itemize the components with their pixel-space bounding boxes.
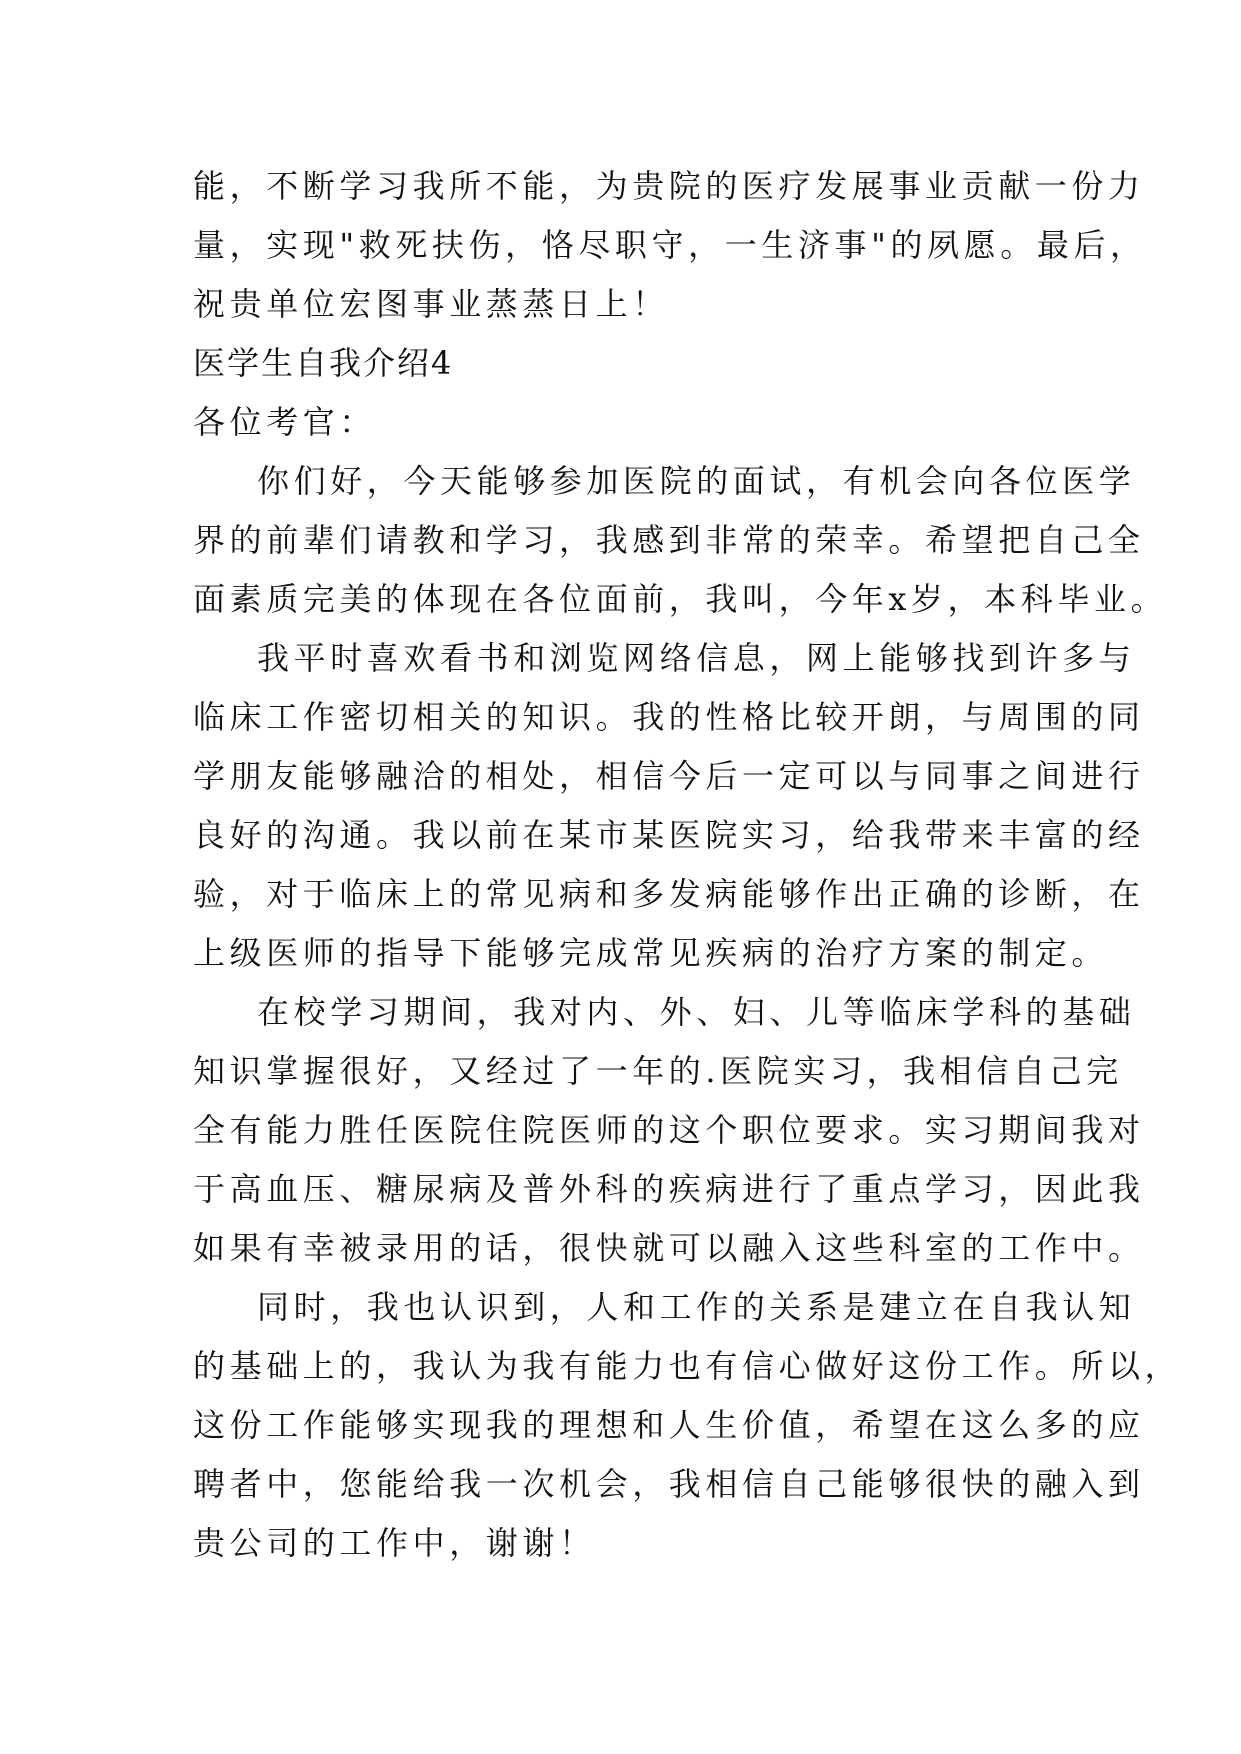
paragraph-line: 在校学习期间，我对内、外、妇、儿等临床学科的基础 bbox=[257, 993, 1136, 1031]
paragraph-line: 量，实现"救死扶伤，恪尽职守，一生济事"的夙愿。最后， bbox=[193, 226, 1147, 264]
paragraph-line: 如果有幸被录用的话，很快就可以融入这些科室的工作中。 bbox=[193, 1229, 1145, 1267]
document-body bbox=[193, 157, 1182, 1573]
paragraph-line: 聘者中，您能给我一次机会，我相信自己能够很快的融入到 bbox=[193, 1465, 1145, 1503]
paragraph-line: 的基础上的，我认为我有能力也有信心做好这份工作。所以， bbox=[193, 1347, 1182, 1385]
paragraph-line: 学朋友能够融洽的相处，相信今后一定可以与同事之间进行 bbox=[193, 757, 1145, 795]
paragraph-line: 全有能力胜任医院住院医师的这个职位要求。实习期间我对 bbox=[193, 1111, 1145, 1149]
paragraph-line: 这份工作能够实现我的理想和人生价值，希望在这么多的应 bbox=[193, 1406, 1145, 1444]
paragraph-line: 于高血压、糖尿病及普外科的疾病进行了重点学习，因此我 bbox=[193, 1170, 1145, 1208]
paragraph-line: 同时，我也认识到，人和工作的关系是建立在自我认知 bbox=[257, 1288, 1136, 1326]
paragraph-line: 你们好，今天能够参加医院的面试，有机会向各位医学 bbox=[257, 462, 1136, 500]
paragraph-line: 能，不断学习我所不能，为贵院的医疗发展事业贡献一份力 bbox=[193, 167, 1145, 205]
paragraph-line: 知识掌握很好，又经过了一年的.医院实习，我相信自己完 bbox=[193, 1052, 1123, 1090]
paragraph-line: 临床工作密切相关的知识。我的性格比较开朗，与周围的同 bbox=[193, 698, 1145, 736]
paragraph-line: 贵公司的工作中，谢谢！ bbox=[193, 1524, 596, 1562]
salutation: 各位考官： bbox=[193, 403, 377, 441]
paragraph-line: 上级医师的指导下能够完成常见疾病的治疗方案的制定。 bbox=[193, 934, 1109, 972]
paragraph-line: 良好的沟通。我以前在某市某医院实习，给我带来丰富的经 bbox=[193, 816, 1145, 854]
paragraph-line: 验，对于临床上的常见病和多发病能够作出正确的诊断，在 bbox=[193, 875, 1145, 913]
paragraph-line: 界的前辈们请教和学习，我感到非常的荣幸。希望把自己全 bbox=[193, 521, 1145, 559]
paragraph-line: 面素质完美的体现在各位面前，我叫，今年x岁，本科毕业。 bbox=[193, 580, 1168, 618]
paragraph-line: 我平时喜欢看书和浏览网络信息，网上能够找到许多与 bbox=[257, 639, 1136, 677]
section-title: 医学生自我介绍4 bbox=[193, 344, 454, 382]
paragraph-line: 祝贵单位宏图事业蒸蒸日上！ bbox=[193, 285, 669, 323]
